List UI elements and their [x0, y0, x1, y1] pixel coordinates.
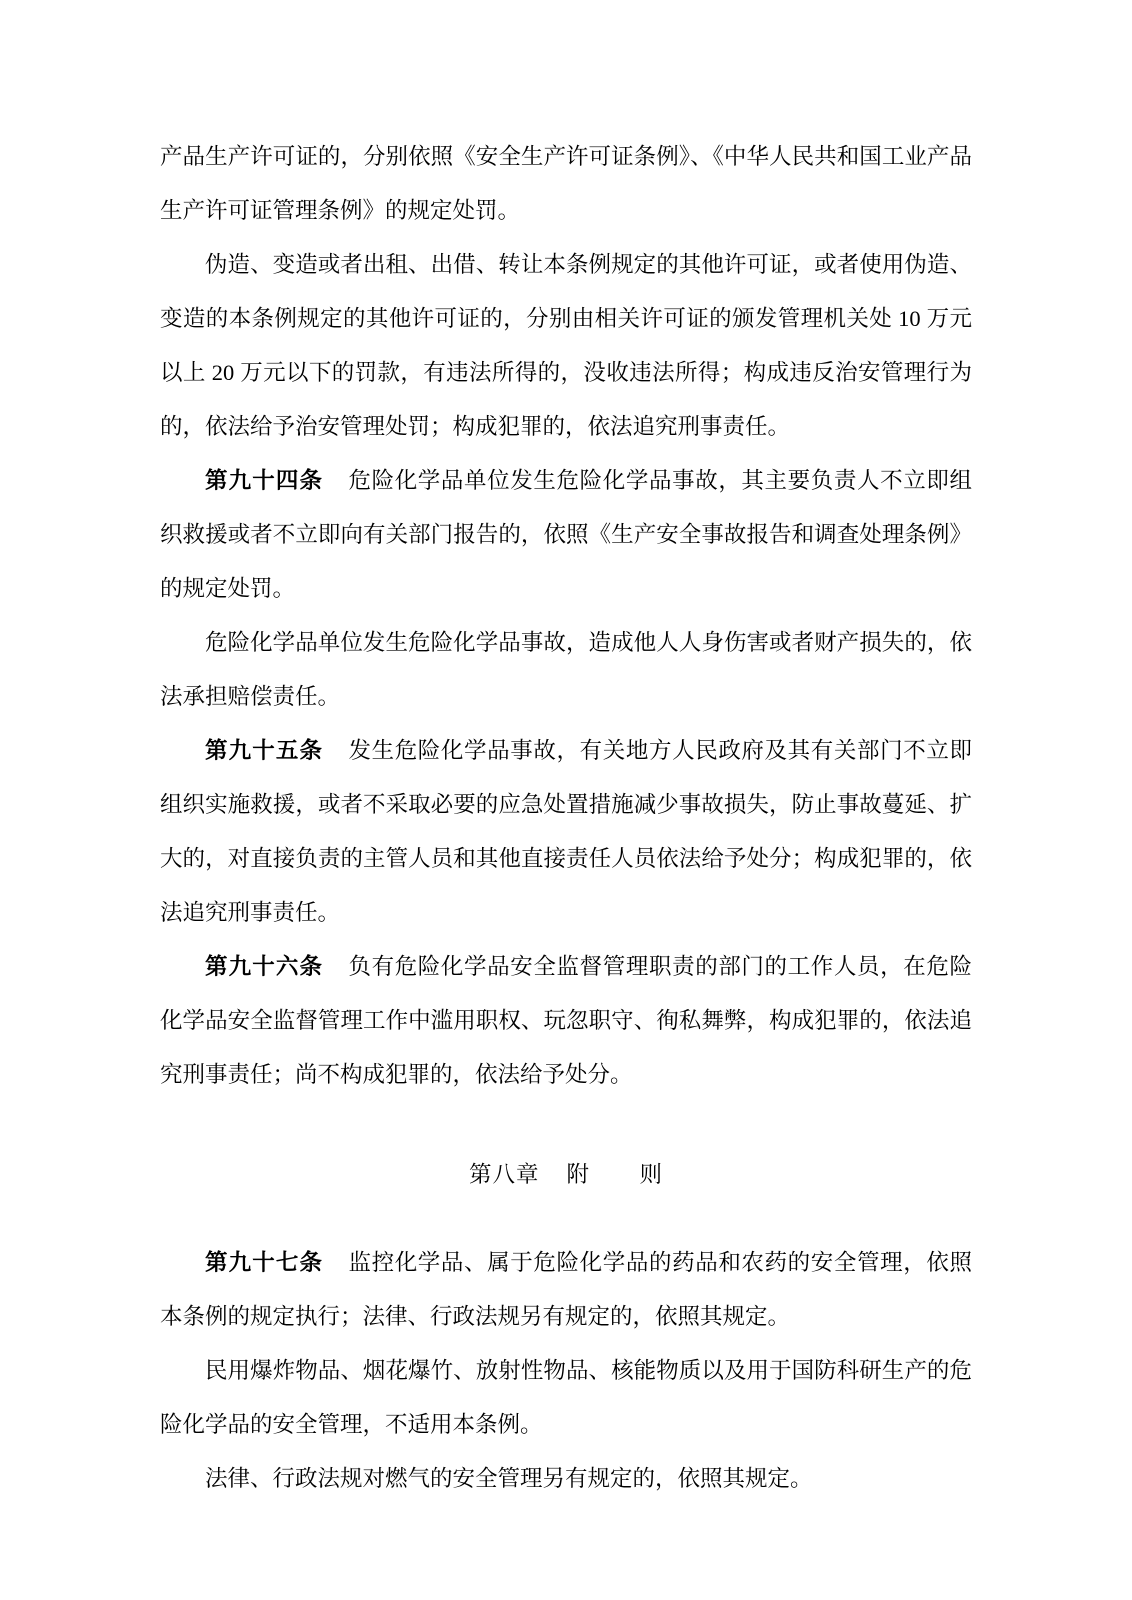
paragraph-continued: 产品生产许可证的，分别依照《安全生产许可证条例》、《中华人民共和国工业产品生产许可证管理条例》的规定处罚。 — [160, 144, 972, 223]
article-97-paragraph-3: 法律、行政法规对燃气的安全管理另有规定的，依照其规定。 — [205, 1466, 813, 1491]
chapter-title-first: 附 — [566, 1162, 590, 1187]
paragraph-forged-license: 伪造、变造或者出租、出借、转让本条例规定的其他许可证，或者使用伪造、变造的本条例规定的其他许可证的，分别由相关许可证的颁发管理机关处 10 万元以上 20 万元以下的罚款，有违法所得的，没收违法所得；构成违反治安管理行为的，依法给予治安管理处罚；构成犯罪的，依法追究刑事责任。 — [160, 252, 972, 439]
article-97-text: 监控化学品、属于危险化学品的药品和农药的安全管理，依照本条例的规定执行；法律、行政法规另有规定的，依照其规定。 — [160, 1250, 972, 1329]
article-97-paragraph-2: 民用爆炸物品、烟花爆竹、放射性物品、核能物质以及用于国防科研生产的危险化学品的安全管理，不适用本条例。 — [160, 1358, 972, 1437]
article-94-paragraph-2: 危险化学品单位发生危险化学品事故，造成他人人身伤害或者财产损失的，依法承担赔偿责任。 — [160, 630, 972, 709]
article-96-text: 负有危险化学品安全监督管理职责的部门的工作人员，在危险化学品安全监督管理工作中滥用职权、玩忽职守、徇私舞弊，构成犯罪的，依法追究刑事责任；尚不构成犯罪的，依法给予处分。 — [160, 954, 972, 1087]
chapter-title-second: 则 — [639, 1162, 664, 1187]
article-96 — [160, 940, 972, 1102]
article-95-label: 第九十五条 — [205, 738, 324, 763]
chapter-heading — [160, 1148, 972, 1202]
article-96-label: 第九十六条 — [205, 954, 324, 979]
document-body — [160, 130, 972, 1506]
chapter-number: 第八章 — [468, 1162, 540, 1187]
article-94-label: 第九十四条 — [205, 468, 324, 493]
article-95-text: 发生危险化学品事故，有关地方人民政府及其有关部门不立即组织实施救援，或者不采取必要的应急处置措施减少事故损失，防止事故蔓延、扩大的，对直接负责的主管人员和其他直接责任人员依法给予处分；构成犯罪的，依法追究刑事责任。 — [160, 738, 972, 925]
article-97 — [160, 1236, 972, 1344]
article-95 — [160, 724, 972, 940]
article-94 — [160, 454, 972, 616]
article-94-text: 危险化学品单位发生危险化学品事故，其主要负责人不立即组织救援或者不立即向有关部门报告的，依照《生产安全事故报告和调查处理条例》的规定处罚。 — [160, 468, 972, 601]
article-97-label: 第九十七条 — [205, 1250, 324, 1275]
